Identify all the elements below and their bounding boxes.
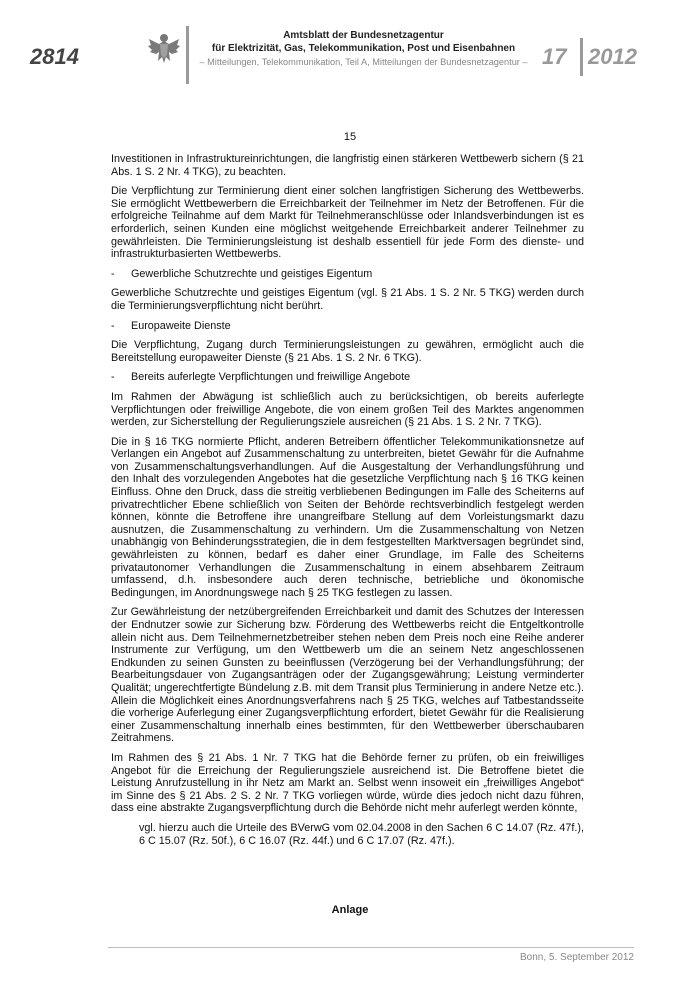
bullet-marker: - <box>111 267 115 280</box>
issue-divider <box>580 38 583 76</box>
paragraph: Im Rahmen der Abwägung ist schließlich auch zu berücksichtigen, ob bereits auferlegte Verpflichtungen oder freiwillige Angebote, die von einem großen Teil des Marktes angenommen werden, zur Sicherstellung der Regulierungsziele ausreichen (§ 21 Abs. 1 S. 2 Nr. 7 TKG). <box>111 390 584 429</box>
journal-title-line-1: Amtsblatt der Bundesnetzagentur <box>283 30 444 41</box>
bullet-marker: - <box>111 319 115 332</box>
bullet-text: Gewerbliche Schutzrechte und geistiges Eigentum <box>131 267 373 280</box>
issue-year: 2012 <box>588 44 637 69</box>
paragraph: Die Verpflichtung, Zugang durch Terminierungsleistungen zu gewähren, ermöglicht auch die Bereitstellung europaweiter Dienste (§ 21 Abs. 1 S. 2 Nr. 6 TKG). <box>111 339 584 364</box>
page-number: 2814 <box>30 44 79 69</box>
journal-title <box>196 30 531 55</box>
document-page-label: 15 <box>343 131 357 143</box>
footer-date: Bonn, 5. September 2012 <box>520 952 634 963</box>
anlage-heading: Anlage <box>331 904 369 916</box>
citation: vgl. hierzu auch die Urteile des BVerwG vom 02.04.2008 in den Sachen 6 C 14.07 (Rz. 47f.), 6 C 15.07 (Rz. 50f.), 6 C 16.07 (Rz. 44f.) und 6 C 17.07 (Rz. 47f.). <box>139 821 584 847</box>
document-body <box>111 153 584 854</box>
footer-divider <box>108 947 634 948</box>
paragraph: Gewerbliche Schutzrechte und geistiges Eigentum (vgl. § 21 Abs. 1 S. 2 Nr. 5 TKG) werden durch die Terminierungsverpflichtung nicht berührt. <box>111 287 584 312</box>
bullet-marker: - <box>111 371 115 384</box>
journal-title-line-2: für Elektrizität, Gas, Telekommunikation, Post und Eisenbahnen <box>211 42 516 54</box>
paragraph: Investitionen in Infrastruktureinrichtungen, die langfristig einen stärkeren Wettbewerb sichern (§ 21 Abs. 1 S. 2 Nr. 4 TKG), zu beachten. <box>111 153 584 178</box>
issue-number: 17 <box>542 44 567 69</box>
journal-subtitle: – Mitteilungen, Telekommunikation, Teil A, Mitteilungen der Bundesnetzagentur – <box>199 57 528 67</box>
bullet-item <box>111 320 584 333</box>
paragraph: Die in § 16 TKG normierte Pflicht, anderen Betreibern öffentlicher Telekommunikationsnetze auf Verlangen ein Angebot auf Zusammenschaltung zu unterbreiten, bietet Gewähr für die Aufnahme von Zusammenschaltungsverhandlungen. Auf die Ausgestaltung der Verhandlungsführung und den Inhalt des vorzulegenden Angebotes hat die gesetzliche Verpflichtung nach § 16 TKG keinen Einfluss. Ohne den Druck, dass die streitig verbliebenen Bedingungen im Falle des Scheiterns auf privatrechtlicher Ebene schließlich von Seiten der Behörde rechtsverbindlich festgelegt werden können, könnte die Betroffene ihre unangreifbare Stellung auf dem Vorleistungsmarkt dazu ausnutzen, die Zusammenschaltung zu verhindern. Um die Zusammenschaltung von Netzen unabhängig von Behinderungsstrategien, die in dem festgestellten Marktversagen begründet sind, gewährleisten zu können, bedarf es daher einer Grundlage, im Falle des Scheiterns privatautonomer Verhandlungen die Zusammenschaltung in einem absehbarem Zeitraum umfassend, d.h. insbesondere auch deren technische, betriebliche und ökonomische Bedingungen, im Anordnungswege nach § 25 TKG festlegen zu lassen. <box>111 435 584 599</box>
bullet-text: Bereits auferlegte Verpflichtungen und freiwillige Angebote <box>131 371 411 384</box>
federal-eagle-icon <box>146 30 182 66</box>
bullet-text: Europaweite Dienste <box>131 319 231 332</box>
header-divider <box>186 26 189 84</box>
paragraph: Die Verpflichtung zur Terminierung dient einer solchen langfristigen Sicherung des Wettbewerbs. Sie ermöglicht Wettbewerbern die Erreichbarkeit der Teilnehmer im Netz der Betroffenen. Für die erfolgreiche Teilnahme auf dem Markt für Teilnehmeranschlüsse oder Inlandsverbindungen ist es erforderlich, seinen Kunden eine möglichst weitgehende Erreichbarkeit anderer Teilnehmer zu gewährleisten. Die Terminierungsleistung ist deshalb essentiell für jede Form des dienste- und infrastrukturbasierten Wettbewerbs. <box>111 185 584 261</box>
paragraph: Im Rahmen des § 21 Abs. 1 Nr. 7 TKG hat die Behörde ferner zu prüfen, ob ein freiwilliges Angebot für die Erreichung der Regulierungsziele ausreichend ist. Die Betroffene bietet die Leistung Anrufzustellung in ihr Netz am Markt an. Selbst wenn insoweit ein „freiwilliges Angebot“ im Sinne des § 21 Abs. 2 S. 2 Nr. 7 TKG vorliegen würde, würde dies jedoch nicht dazu führen, dass eine abstrakte Zugangsverpflichtung durch die Behörde nicht mehr auferlegt werden könnte, <box>111 751 584 815</box>
bullet-item <box>111 268 584 281</box>
paragraph: Zur Gewährleistung der netzübergreifenden Erreichbarkeit und damit des Schutzes der Interessen der Endnutzer sowie zur Sicherung bzw. Förderung des Wettbewerbs reicht die Entgeltkontrolle allein nicht aus. Dem Teilnehmernetzbetreiber stehen neben dem Preis noch eine Reihe anderer Instrumente zur Verfügung, um den Wettbewerb um die an seinem Netz angeschlossenen Endkunden zu seinen Gunsten zu beeinflussen (Verzögerung bei der Verhandlungsführung; der Bearbeitungsdauer von Zugangsanträgen oder der Zugangsgewährung; Leistung verminderter Qualität; ungerechtfertigte Bündelung z.B. mit dem Transit plus Terminierung in andere Netze etc.). Allein die Möglichkeit eines Anordnungsverfahrens nach § 25 TKG, welches auf Tatbestandsseite die vorherige Auferlegung einer Zugangsverpflichtung erfordert, bietet Gewähr für die Realisierung einer Zusammenschaltung innerhalb eines bestimmten, für den Wettbewerber überschaubaren Zeitrahmens. <box>111 606 584 745</box>
bullet-item <box>111 371 584 384</box>
